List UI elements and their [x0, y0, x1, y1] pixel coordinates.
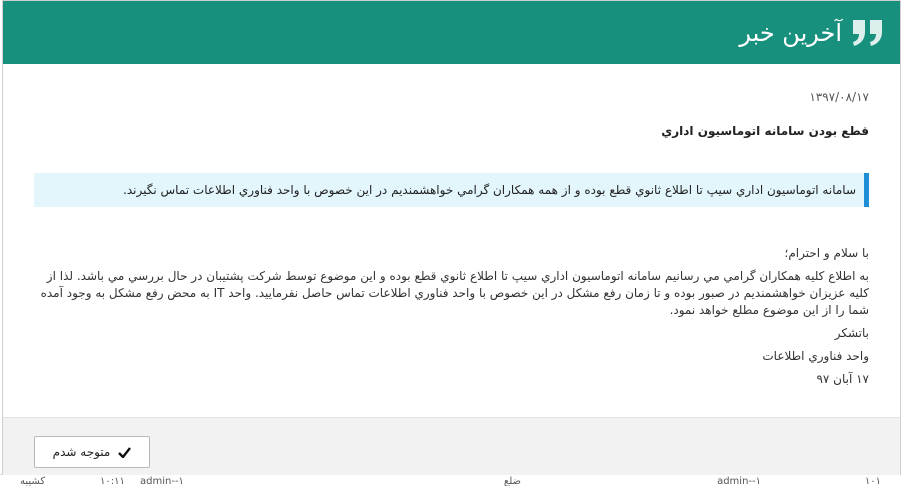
news-sign-date: ۱۷ آبان ۹۷: [816, 372, 869, 386]
news-thanks: باتشكر: [834, 326, 869, 340]
background-table-row: [0, 474, 901, 486]
news-alert: [34, 173, 869, 207]
news-paragraph: به اطلاع كليه همكاران گرامي مي رسانيم سامانه اتوماسيون اداري سيپ تا اطلاع ثانوي قطع بوده و اين موضوع توسط شركت پشتيبان در حال بررسي مي باشد. لذا از كليه عزيزان خواهشمنديم در صبور بوده و تا زمان رفع مشكل در اين خصوص با واحد فناوري اطلاعات تماس حاصل نفرماييد. واحد IT به محض رفع مشكل به وجود آمده شما را از اين موضوع مطلع خواهد نمود.: [40, 269, 869, 317]
background-text: admin--۱: [140, 476, 184, 486]
check-icon: [118, 447, 131, 458]
background-text: كشيبه: [20, 476, 46, 486]
news-subject: قطع بودن سامانه اتوماسيون اداري: [661, 124, 869, 138]
news-alert-text: سامانه اتوماسيون اداري سيپ تا اطلاع ثانوي قطع بوده و از همه همكاران گرامي خواهشمنديم در اين خصوص با واحد فناوري اطلاعات تماس نگيرند.: [123, 183, 856, 197]
news-modal: [2, 0, 901, 474]
news-content: [34, 245, 869, 394]
background-text: admin--۱: [717, 476, 761, 486]
background-text: ۱۰۱: [864, 476, 881, 486]
modal-header: [3, 1, 900, 64]
news-signature: واحد فناوري اطلاعات: [762, 349, 869, 363]
background-text: ۱۰:۱۱: [100, 476, 125, 486]
background-text: ضلع: [503, 476, 521, 486]
acknowledge-button[interactable]: [34, 436, 150, 468]
news-date: ۱۳۹۷/۰۸/۱۷: [809, 90, 869, 104]
modal-title: آخرین خبر: [739, 18, 842, 47]
quote-icon: [850, 16, 886, 50]
news-greeting: با سلام و احترام؛: [784, 246, 869, 260]
acknowledge-button-label: متوجه شدم: [52, 445, 111, 459]
modal-footer: [3, 417, 900, 475]
modal-body: [3, 64, 900, 417]
